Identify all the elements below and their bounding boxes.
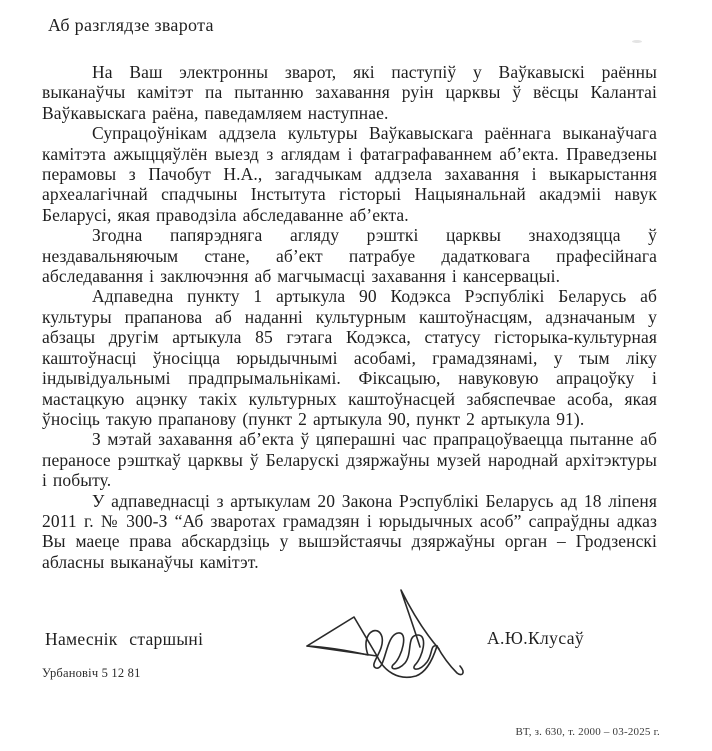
print-order-mark: ВТ, з. 630, т. 2000 – 03-2025 г. — [515, 726, 660, 738]
executor-line: Урбановіч 5 12 81 — [42, 666, 141, 680]
subject-line: Аб разглядзе зварота — [48, 15, 214, 35]
signer-position-title: Намеснік старшыні — [45, 629, 204, 649]
body-paragraph: Згодна папярэдняга агляду рэшткі царквы знаходзяцца ў нездавальняючым стане, аб’ект патрабуе дадатковага прафесійнага абследавання і заключэння аб магчымасці захавання і кансервацыі. — [42, 225, 657, 287]
body-paragraph: У адпаведнасці з артыкулам 20 Закона Рэспублікі Беларусь ад 18 ліпеня 2011 г. № 300-З “Аб зваротах грамадзян і юрыдычных асоб” сапраўдны адказ Вы маеце права абскардзіць у вышэйстаячы дзяржаўны орган – Гродзенскі абласны выканаўчы камітэт. — [42, 490, 657, 572]
body-paragraph: Супрацоўнікам аддзела культуры Ваўкавыскага раённага выканаўчага камітэта ажыццяўлён выезд з аглядам і фатаграфаваннем аб’екта. Праведзены перамовы з Пачобут Н.А., загадчыкам аддзела захавання і выкарыстання археалагічнай спадчыны Інстытута гісторыі Нацыянальнай акадэміі навук Беларусі, якая праводзіла абследаванне аб’екта. — [42, 123, 657, 225]
letter-body — [42, 62, 657, 572]
scan-smudge — [632, 40, 642, 43]
body-paragraph: З мэтай захавання аб’екта ў цяперашні час прапрацоўваецца пытанне аб пераносе рэшткаў царквы ў Беларускі дзяржаўны музей народнай архітэктуры і побыту. — [42, 429, 657, 491]
body-paragraph: На Ваш электронны зварот, які паступіў у Ваўкавыскі раённы выканаўчы камітэт па пытанню захавання руін царквы ў вёсцы Калантаі Ваўкавыскага раёна, паведамляем наступнае. — [42, 62, 657, 123]
signer-name: А.Ю.Клусаў — [487, 628, 585, 648]
body-paragraph: Адпаведна пункту 1 артыкула 90 Кодэкса Рэспублікі Беларусь аб культуры прапанова аб наданні культурным каштоўнасцям, адзначаным у абзацы другім артыкула 85 гэтага Кодэкса, статусу гісторыка-культурная каштоўнасці ўносіцца юрыдычнымі асобамі, грамадзянамі, у тым ліку індывідуальнымі прадпрымальнікамі. Фіксацыю, навуковую апрацоўку і мастацкую ацэнку такіх культурных каштоўнасцей забяспечвае асоба, якая ўносіць такую прапанову (пункт 2 артыкула 90, пункт 2 артыкула 91). — [42, 286, 657, 429]
